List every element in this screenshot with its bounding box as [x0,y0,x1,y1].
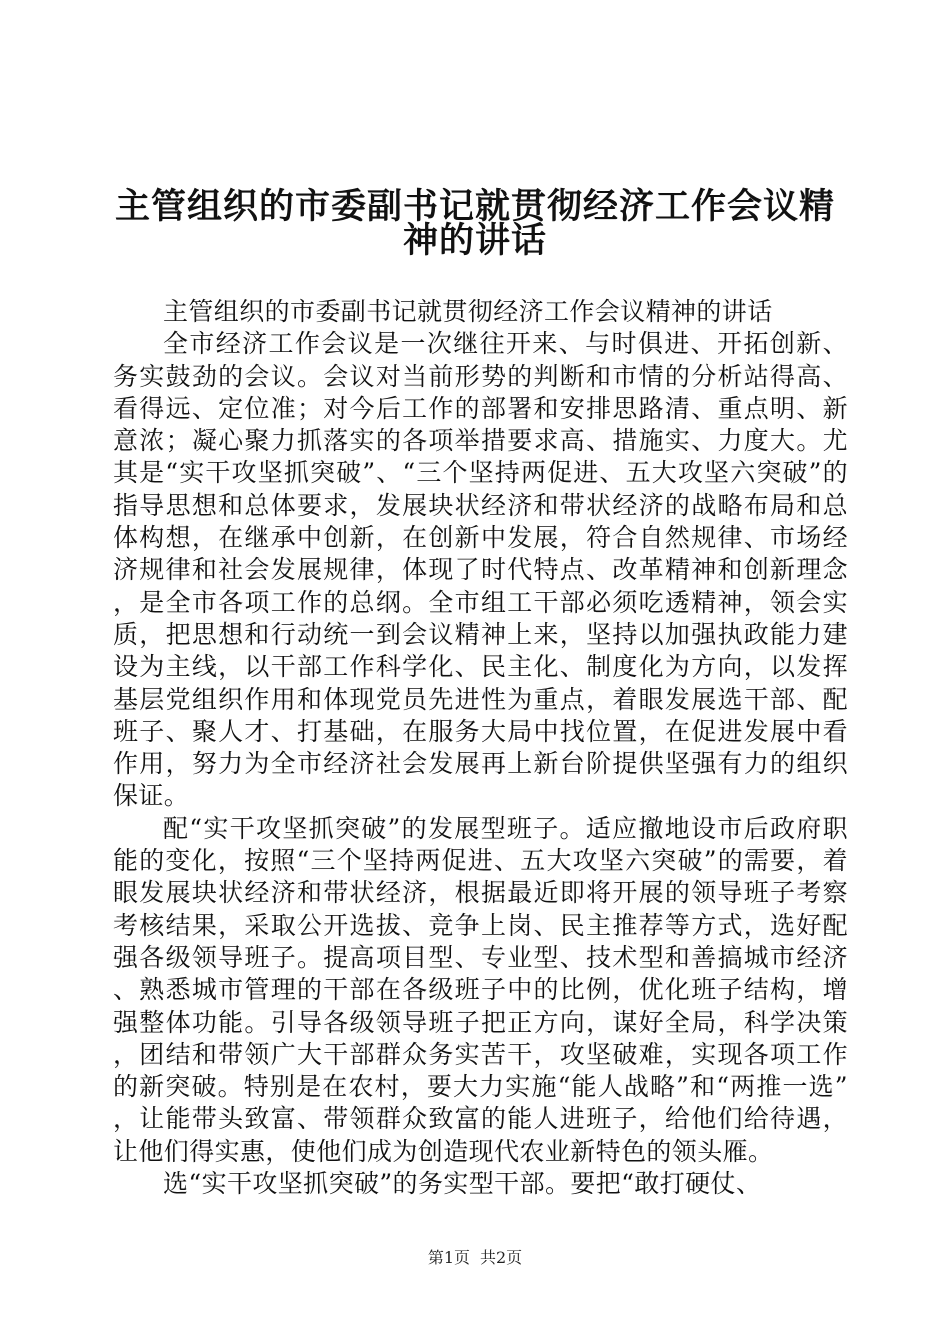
paragraph-1: 全市经济工作会议是一次继往开来、与时俱进、开拓创新、务实鼓劲的会议。会议对当前形势的判断和市情的分析站得高、看得远、定位准；对今后工作的部署和安排思路清、重点明、新意浓；凝心聚力抓落实的各项举措要求高、措施实、力度大。尤其是“实干攻坚抓突破”、“三个坚持两促进、五大攻坚六突破”的指导思想和总体要求，发展块状经济和带状经济的战略布局和总体构想，在继承中创新，在创新中发展，符合自然规律、市场经济规律和社会发展规律，体现了时代特点、改革精神和创新理念，是全市各项工作的总纲。全市组工干部必须吃透精神，领会实质，把思想和行动统一到会议精神上来，坚持以加强执政能力建设为主线，以干部工作科学化、民主化、制度化为方向，以发挥基层党组织作用和体现党员先进性为重点，着眼发展选干部、配班子、聚人才、打基础，在服务大局中找位置，在促进发展中看作用，努力为全市经济社会发展再上新台阶提供坚强有力的组织保证。 [113,329,848,811]
page-footer [0,1245,950,1268]
page-number: 第1页 [427,1248,470,1267]
paragraph-3: 选“实干攻坚抓突破”的务实型干部。要把“敢打硬仗、 [163,1169,762,1199]
paragraph-2: 配“实干攻坚抓突破”的发展型班子。适应撤地设市后政府职能的变化，按照“三个坚持两促进、五大攻坚六突破”的需要，着眼发展块状经济和带状经济，根据最近即将开展的领导班子考察考核结果，采取公开选拔、竞争上岗、民主推荐等方式，选好配强各级领导班子。提高项目型、专业型、技术型和善搞城市经济、熟悉城市管理的干部在各级班子中的比例，优化班子结构，增强整体功能。引导各级领导班子把正方向，谋好全局，科学决策，团结和带领广大干部群众务实苦干，攻坚破难，实现各项工作的新突破。特别是在农村，要大力实施“能人战略”和“两推一选”，让能带头致富、带领群众致富的能人进班子，给他们给待遇，让他们得实惠，使他们成为创造现代农业新特色的领头雁。 [113,813,848,1166]
document-title-line-1: 主管组织的市委副书记就贯彻经济工作会议精 [114,187,835,227]
document-body [113,296,848,1200]
document-title-line-2: 神的讲话 [402,221,547,261]
paragraph-subtitle: 主管组织的市委副书记就贯彻经济工作会议精神的讲话 [163,297,773,326]
page-total: 共2页 [480,1248,523,1267]
